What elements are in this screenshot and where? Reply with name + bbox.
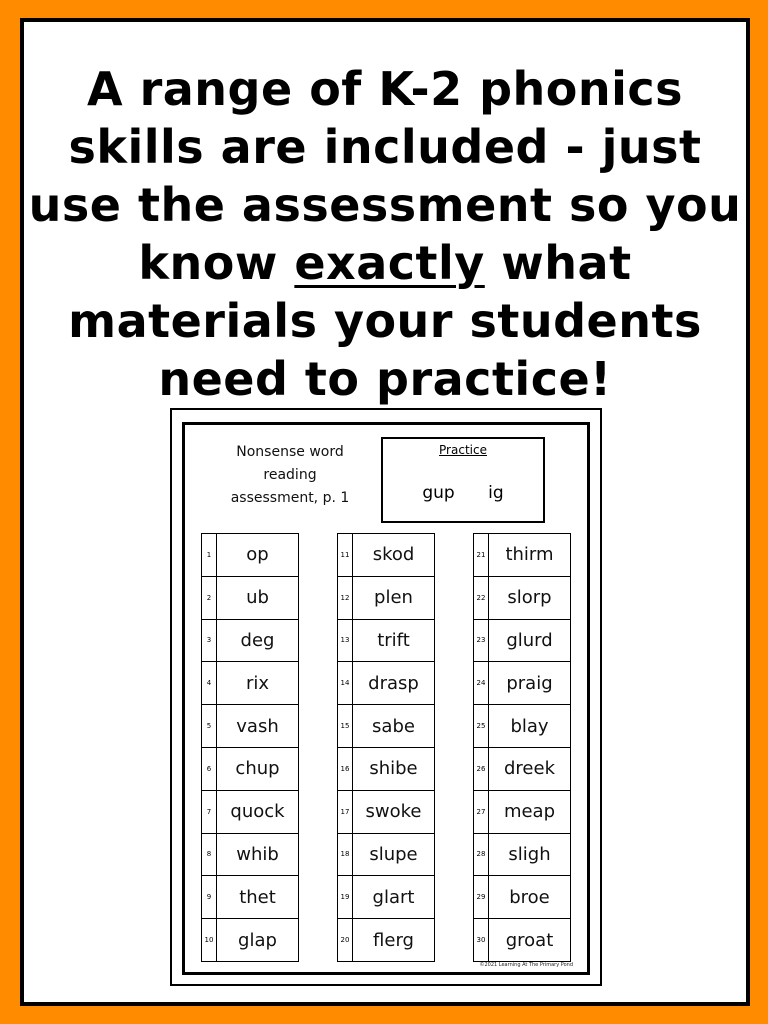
nonsense-word: flerg [373,929,414,951]
nonsense-word: op [246,544,269,566]
word-row [202,620,298,663]
item-number: 26 [474,748,489,790]
copyright-notice: ©2021 Learning At The Primary Pond [479,962,573,968]
nonsense-word: thirm [505,544,554,566]
word-column-3 [473,533,571,962]
item-number: 18 [338,834,353,876]
nonsense-word: praig [506,672,553,694]
item-number: 5 [202,705,217,747]
nonsense-word: sabe [372,715,415,737]
word-row [338,791,434,834]
headline-line-4-pre: know [138,236,295,290]
headline-line-3: use the assessment so you [28,178,742,232]
nonsense-word: dreek [503,758,555,780]
word-row [338,620,434,663]
word-row [474,620,570,663]
nonsense-word: plen [374,587,413,609]
nonsense-word: glap [238,929,277,951]
item-number: 2 [202,577,217,619]
word-column-1 [201,533,299,962]
item-number: 14 [338,662,353,704]
nonsense-word: quock [230,801,285,823]
word-row [474,748,570,791]
word-row [338,662,434,705]
nonsense-word: chup [235,758,280,780]
headline-line-2: skills are included - just [68,120,702,174]
word-row [202,705,298,748]
item-number: 4 [202,662,217,704]
word-row [338,577,434,620]
item-number: 24 [474,662,489,704]
headline [24,60,746,408]
item-number: 22 [474,577,489,619]
word-row [338,834,434,877]
word-row [474,705,570,748]
nonsense-word: meap [503,801,556,823]
worksheet-title-line-3: assessment, p. 1 [230,490,350,506]
word-row [474,662,570,705]
item-number: 21 [474,534,489,576]
item-number: 19 [338,876,353,918]
nonsense-word: whib [236,843,279,865]
headline-line-4-post: what [484,236,632,290]
headline-line-1: A range of K-2 phonics [86,62,684,116]
word-row [202,919,298,962]
item-number: 9 [202,876,217,918]
word-row [474,577,570,620]
word-row [474,834,570,877]
headline-line-5: materials your students [68,294,702,348]
word-row [202,577,298,620]
item-number: 11 [338,534,353,576]
word-row [338,876,434,919]
worksheet-frame [182,422,590,975]
word-row [474,791,570,834]
nonsense-word: rix [245,672,270,694]
word-row [338,748,434,791]
word-row [202,748,298,791]
item-number: 1 [202,534,217,576]
item-number: 10 [202,919,217,961]
word-row [474,534,570,577]
practice-label: Practice [439,443,487,457]
word-row [474,876,570,919]
nonsense-word: thet [239,886,276,908]
headline-emphasis: exactly [294,236,485,290]
word-row [202,662,298,705]
nonsense-word: swoke [365,801,422,823]
item-number: 3 [202,620,217,662]
item-number: 6 [202,748,217,790]
nonsense-word: shibe [369,758,418,780]
item-number: 23 [474,620,489,662]
nonsense-word: sligh [508,843,551,865]
item-number: 29 [474,876,489,918]
nonsense-word: blay [510,715,549,737]
practice-word: gup [422,483,455,503]
nonsense-word: glurd [506,629,553,651]
item-number: 12 [338,577,353,619]
word-row [202,876,298,919]
practice-words [383,483,543,503]
nonsense-word: deg [240,629,275,651]
item-number: 15 [338,705,353,747]
nonsense-word: groat [505,929,554,951]
word-row [474,919,570,962]
nonsense-word: vash [236,715,279,737]
nonsense-word: drasp [368,672,419,694]
worksheet-title [215,441,365,510]
item-number: 13 [338,620,353,662]
worksheet-preview [170,408,602,986]
nonsense-word: skod [372,544,415,566]
nonsense-word: slorp [507,587,552,609]
word-row [338,919,434,962]
word-column-2 [337,533,435,962]
word-row [338,534,434,577]
headline-line-4 [24,234,746,292]
nonsense-word: slupe [369,843,418,865]
word-row [202,834,298,877]
worksheet-title-line-2: reading [263,467,317,483]
item-number: 25 [474,705,489,747]
worksheet-title-line-1: Nonsense word [236,444,344,460]
nonsense-word: glart [372,886,415,908]
item-number: 16 [338,748,353,790]
word-row [338,705,434,748]
item-number: 8 [202,834,217,876]
nonsense-word: broe [509,886,550,908]
item-number: 17 [338,791,353,833]
nonsense-word: ub [246,587,269,609]
content-card [20,18,750,1006]
item-number: 28 [474,834,489,876]
practice-word: ig [488,483,504,503]
practice-box [381,437,545,523]
item-number: 27 [474,791,489,833]
item-number: 7 [202,791,217,833]
item-number: 30 [474,919,489,961]
headline-line-6: need to practice! [158,352,612,406]
item-number: 20 [338,919,353,961]
word-row [202,791,298,834]
nonsense-word: trift [377,629,410,651]
word-row [202,534,298,577]
